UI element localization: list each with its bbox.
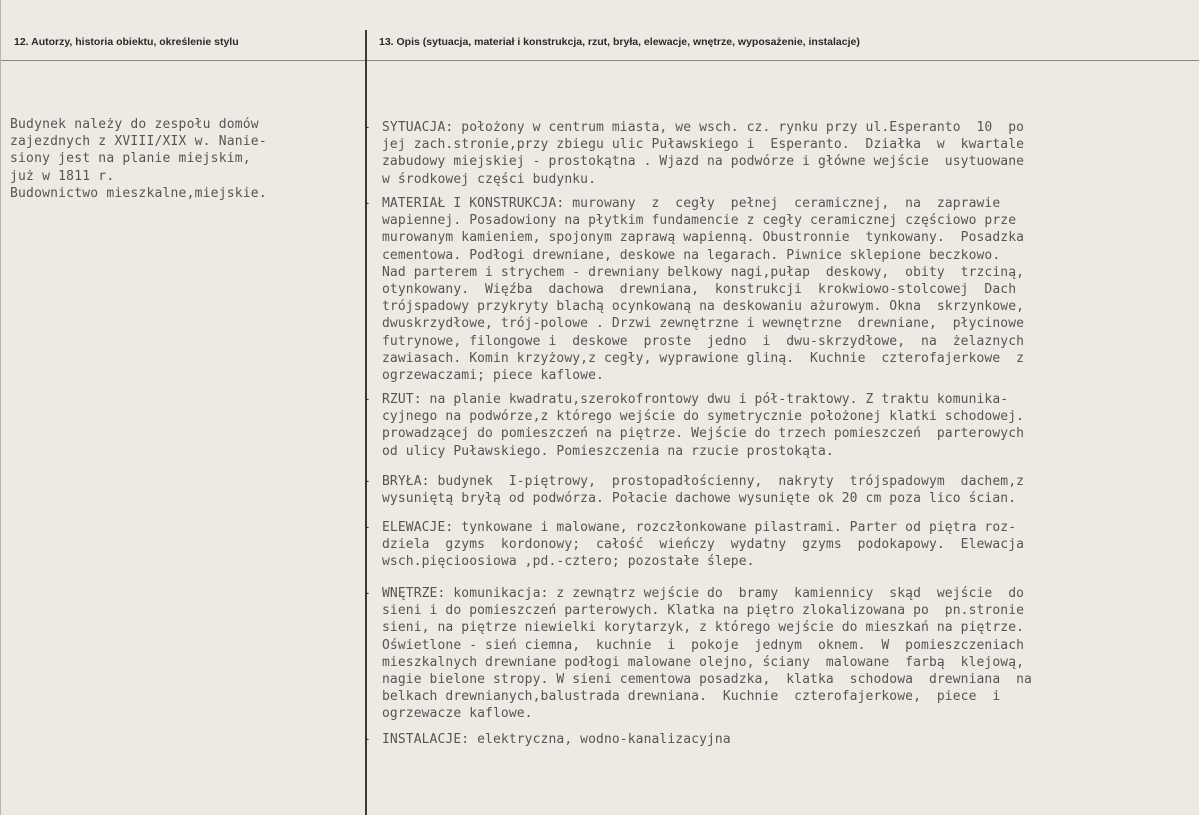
- section-marker: -: [363, 520, 371, 535]
- header-rule: [1, 60, 1199, 61]
- sytuacja-text: SYTUACJA: położony w centrum miasta, we wsch. cz. rynku przy ul.Esperanto 10 po jej zach.stronie,przy zbiegu ulic Puławskiego i Esperanto. Działka w kwartale zabudowy miejskiej - prostokątna . Wjazd na podwórze i główne wejście usytuowane w środkowej części budynku.: [382, 120, 1025, 187]
- wnetrze-text: WNĘTRZE: komunikacja: z zewnątrz wejście do bramy kamiennicy skąd wejście do sieni i do pomieszczeń parterowych. Klatka na piętro zlokalizowana po pn.stronie sieni, na piętrze niewielki korytarzyk, z którego wejście do mieszkań na piętrze. Oświetlone - sień ciemna, kuchnie i pokoje jednym oknem. W pomieszczeniach mieszkalnych drewniane podłogi malowane olejno, ściany malowane farbą klejową, nagie bielone stropy. W sieni cementowa posadzka, klatka schodowa drewniana na belkach drewnianych,balustrada drewniana. Kuchnie czterofajerkowe, piece i ogrzewacze kaflowe.: [382, 586, 1032, 722]
- instalacje-text: INSTALACJE: elektryczna, wodno-kanalizacyjna: [382, 732, 731, 747]
- header-description: 13. Opis (sytuacja, materiał i konstrukcja, rzut, bryła, elewacje, wnętrze, wyposażenie, instalacje): [379, 36, 860, 48]
- section-marker: -: [363, 586, 371, 601]
- section-marker: -: [363, 474, 371, 489]
- material-text: MATERIAŁ I KONSTRUKCJA: murowany z cegły pełnej ceramicznej, na zaprawie wapiennej. Posadowiony na płytkim fundamencie z cegły ceramicznej częściowo prze murowanym kamieniem, spojonym zaprawą wapienną. Obustronnie tynkowany. Posadzka cementowa. Podłogi drewniane, deskowe na legarach. Piwnice sklepione beczkowo. Nad parterem i strychem - drewniany belkowy nagi,pułap deskowy, obity trzciną, otynkowany. Więźba dachowa drewniana, konstrukcji krokwiowo-stolcowej Dach trójspadowy przykryty blachą ocynkowaną na deskowaniu ażurowym. Okna skrzynkowe, dwuskrzydłowe, trój-polowe . Drzwi zewnętrzne i wewnętrzne drewniane, płycinowe futrynowe, filongowe i deskowe proste jedno i dwu-skrzydłowe, na żelaznych zawiasach. Komin krzyżowy,z cegły, wyprawione gliną. Kuchnie czterofajerkowe z ogrzewaczami; piece kaflowe.: [382, 196, 1025, 384]
- elewacje-text: ELEWACJE: tynkowane i malowane, rozczłonkowane pilastrami. Parter od piętra roz- dziela gzyms kordonowy; całość wieńczy wydatny gzyms podokapowy. Elewacja wsch.pięcioosiowa ,pd.-cztero; pozostałe ślepe.: [382, 520, 1025, 570]
- history-text: Budynek należy do zespołu domów zajezdnych z XVIII/XIX w. Nanie- siony jest na planie miejskim, już w 1811 r. Budownictwo mieszkalne,miejskie.: [10, 117, 267, 201]
- section-marker: -: [363, 732, 371, 747]
- column-divider: [365, 30, 367, 815]
- section-marker: -: [363, 392, 371, 407]
- header-authors-history: 12. Autorzy, historia obiektu, określenie stylu: [14, 36, 239, 48]
- rzut-text: RZUT: na planie kwadratu,szerokofrontowy dwu i pół-traktowy. Z traktu komunika- cyjnego na podwórze,z którego wejście do symetrycznie położonej klatki schodowej. prowadzącej do pomieszczeń na piętrze. Wejście do trzech pomieszczeń parterowych od ulicy Puławskiego. Pomieszczenia na rzucie prostokąta.: [382, 392, 1025, 459]
- section-marker: -: [363, 120, 371, 135]
- section-marker: -: [363, 196, 371, 211]
- bryla-text: BRYŁA: budynek I-piętrowy, prostopadłościenny, nakryty trójspadowym dachem,z wysuniętą bryłą od podwórza. Połacie dachowe wysunięte ok 20 cm poza lico ścian.: [382, 474, 1025, 507]
